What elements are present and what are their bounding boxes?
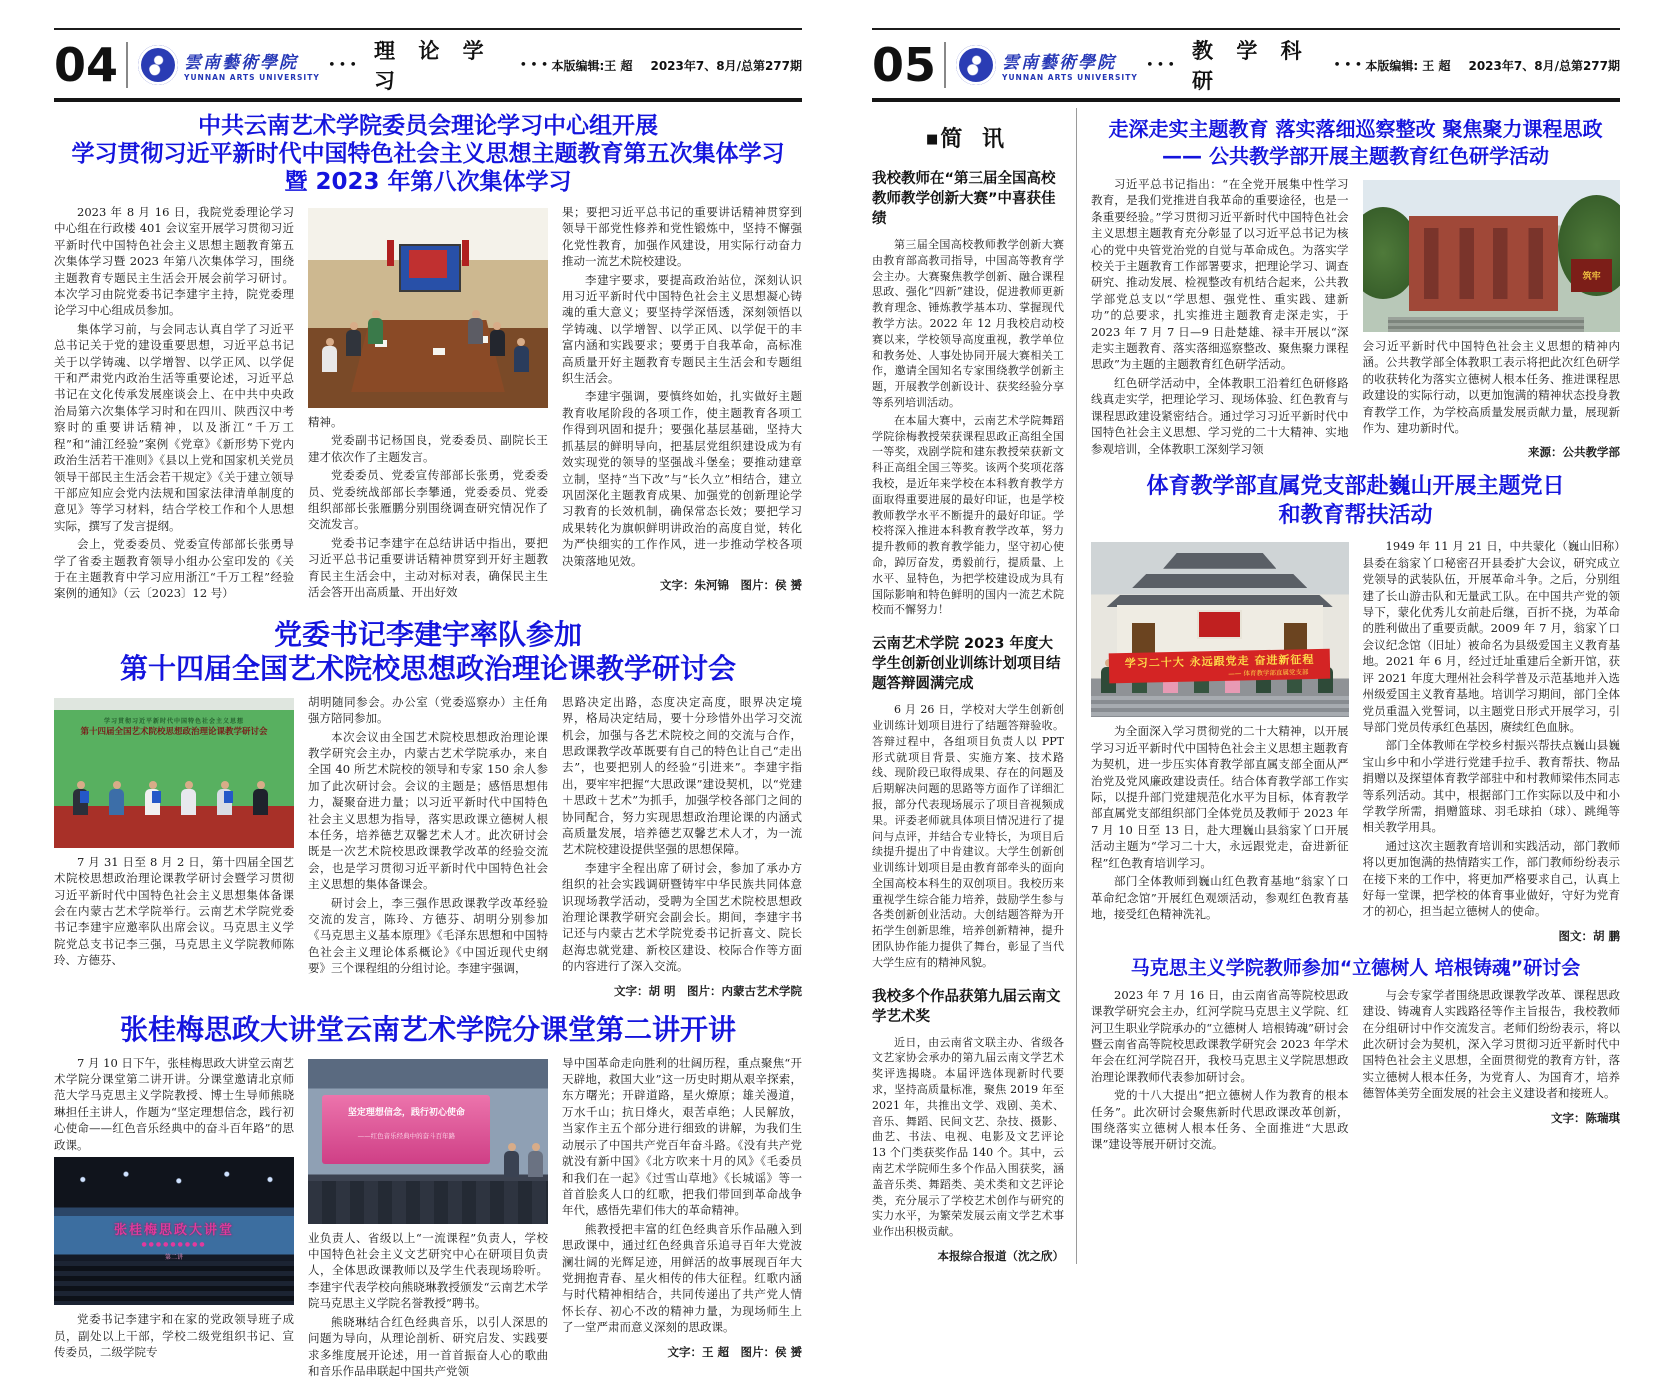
paragraph: 红色研学活动中，全体教职工沿着红色研修路线真走实学，把理论学习、现场体验、红色教育与课程思政建设紧密结合。通过学习习近平新时代中国特色社会主义思想、学习党的二十大精神、实地参观培训，全体教职工深刻学习领	[1091, 375, 1349, 456]
headline-line1: 体育教学部直属党支部赴巍山开展主题党日	[1146, 474, 1565, 500]
gate-roof	[1132, 574, 1307, 588]
headline-line2: 学习贯彻习近平新时代中国特色社会主义思想主题教育第五次集体学习	[71, 141, 785, 167]
brief-title: 云南艺术学院 2023 年度大学生创新创业训练计划项目结题答辩圆满完成	[872, 636, 1061, 693]
article-lecture	[54, 1013, 802, 1381]
screen-subtitle: 学习贯彻习近平新时代中国特色社会主义思想	[103, 717, 244, 725]
blue-folder	[224, 791, 233, 803]
masthead-05	[872, 30, 1620, 96]
page-05	[872, 28, 1620, 1264]
masthead-info	[551, 57, 802, 74]
headline-line2: —— 公共教学部开展主题教育红色研学活动	[1162, 144, 1549, 168]
brief-item	[872, 987, 1064, 1264]
paragraph: 近日，由云南省文联主办、省级各文艺家协会承办的第九届云南文学艺术奖评选揭晓。本届评选体现新时代要求，坚持高质量标准，聚焦 2019 年至 2021 年，共推出文学、戏剧、美术、音乐、舞蹈、民间文艺、杂技、摄影、曲艺、书法、电视、电影及文艺评论 13 个门类获奖作品 140 个。其中，云南艺术学院师生多个作品入围获奖，涵盖音乐类、舞蹈类、美术类和文艺评论类，充分展示了学校艺术创作与研究的实力水平，为繁荣发展云南文学艺术事业作出积极贡献。	[872, 1035, 1064, 1239]
paragraph: 2023 年 7 月 16 日，由云南省高等院校思政课教学研究会主办，红河学院马克思主义学院、红河卫生职业学院承办的“立德树人 培根铸魂”研讨会暨云南省高等院校思政课教学研究会 2023 年学术年会在红河学院召开，我校马克思主义学院思想政治理论课教师代表参加研讨会。	[1091, 987, 1349, 1084]
memorial-building	[1409, 216, 1558, 310]
paragraph: 6 月 26 日，学校对大学生创新创业训练计划项目进行了结题答辩验收。答辩过程中，各组项目负责人以 PPT 形式就项目背景、实施方案、技术路线、现阶段已取得成果、存在的问题及后期解决问题的思路等方面作了详细汇报，部分代表现场展示了项目音视频成果。评委老师就具体项目情况进行了提问与点评，并结合专业特长，为项目后续提升提出了中肯建议。大学生创新创业训练计划项目是由教育部牵头的面向全国高校本科生的双创项目。我校历来重视学生综合能力培养，鼓励学生参与各类创新创业活动。大创结题答辩为开拓学生创新思维，培养创新精神，提升团队协作能力提供了舞台，彰显了当代大学生应有的精神风貌。	[872, 703, 1064, 969]
paragraph: 研讨会上，李三强作思政课教学改革经验交流的发言，陈玲、方德芬、胡明分别参加《马克思主义基本原理》《毛泽东思想和中国特色社会主义理论体系概论》《中国近现代史纲要》三个课程组的分组讨论。李建宇强调，	[308, 895, 548, 976]
photo-award-of-letter	[308, 1059, 548, 1224]
r1-byline: 来源：公共教学部	[1528, 445, 1620, 460]
paragraph: 部门全体教师在学校乡村振兴帮扶点巍山县巍宝山乡中和小学进行党建手拉手、教育帮扶、物品捐赠以及探望体育教学部驻中和村教师梁伟杰同志等系列活动。其中，根据部门工作实际以及中和小学教学所需，捐赠篮球、羽毛球拍（球）、跳绳等相关教学用具。	[1362, 738, 1620, 835]
briefs-header	[872, 122, 1064, 153]
headline-line1: 走深走实主题教育 落实落细巡察整改 聚焦聚力课程思政	[1108, 117, 1603, 141]
brief-item	[872, 169, 1064, 618]
stage-screen-subtitle: 第二讲	[164, 1253, 183, 1261]
article3-col3	[562, 1055, 802, 1381]
logo-text	[184, 48, 320, 82]
paragraph: 为全面深入学习贯彻党的二十大精神，以开展学习习近平新时代中国特色社会主义思想主题教育为契机，进一步压实体育教学部直属支部全面从严治党及党风廉政建设责任。结合体育教学部工作实际，以提升部门党建规范化水平为目标，体育教学部直属党支部组织部门全体党员及教师于 2023 年 7 月 10 日至 13 日，赴大理巍山县翁家丫口开展活动主题为“学习二十大，永远跟党走，奋进新征程”红色教育培训学习。	[1091, 724, 1349, 870]
article3-col2	[308, 1055, 548, 1381]
paragraph-continuation: 精神。	[308, 415, 343, 429]
presenter	[528, 1143, 543, 1177]
gate-steps	[1091, 696, 1349, 717]
building-plaque: 筑牢	[1571, 259, 1612, 292]
dots-left: •••	[328, 57, 361, 73]
masthead-04	[54, 30, 802, 96]
blue-folder	[80, 791, 89, 803]
screen-text	[64, 716, 285, 737]
paragraph: 第三届全国高校教师教学创新大赛由教育部高教司指导，中国高等教育学会主办。大赛聚焦教学创新、融合课程思政、强化“四新”建设，促进教师更新教育理念、锤炼教学基本功、掌握现代教学方法。2022 年 12 月我校启动校赛以来，学校领导高度重视，教学单位和教务处、人事处协同开展大赛相关工作，邀请全国知名专家围绕教学创新主题，开展教学创新设计、获奖经验分享等系列培训活动。	[872, 238, 1064, 409]
slide-subtitle: ——红色音乐经典中的奋斗百年路	[357, 1132, 456, 1141]
dots-right: •••	[519, 57, 552, 73]
headline-line1: 中共云南艺术学院委员会理论学习中心组开展	[198, 113, 658, 139]
headline-line1: 党委书记李建宇率队参加	[273, 617, 582, 651]
logo-cn-text: 雲南藝術學院	[1002, 53, 1117, 73]
page-number: 05	[872, 38, 937, 92]
attendee	[468, 310, 483, 344]
r2-col1	[1091, 538, 1349, 943]
article1-byline: 文字：朱河锦 图片：侯 赟	[659, 577, 802, 592]
audience-rows	[54, 1261, 294, 1305]
audience-rows	[308, 1181, 548, 1224]
article2-byline: 文字：胡 明 图片：内蒙古艺术学院	[613, 983, 802, 998]
paper	[433, 348, 445, 355]
masthead-rule	[54, 98, 802, 102]
article1-headline	[54, 112, 802, 196]
article-weishan-party-day	[1091, 472, 1620, 943]
article-red-study-tour	[1091, 116, 1620, 460]
paragraph: 7 月 31 日至 8 月 2 日，第十四届全国艺术院校思想政治理论课教学研讨会暨学习贯彻习近平新时代中国特色社会主义思想集体备课会在内蒙古艺术学院举行。云南艺术学院党委书记李建宇应邀率队出席会议。马克思主义学院党总支书记李三强，马克思主义学院教师陈玲、方德芬、	[54, 854, 294, 968]
attendee	[368, 310, 383, 344]
paragraph: 党委委员、党委宣传部部长张勇，党委委员、党委统战部部长李攀通，党委委员、党委组织部部长张雁鹏分别围绕调查研究情况作了交流发言。	[308, 468, 548, 532]
r3-byline: 文字：陈瑞琪	[1551, 1110, 1620, 1125]
editor-credit: 本版编辑:王 超	[551, 58, 633, 73]
masthead-info	[1365, 57, 1620, 74]
participant	[181, 781, 196, 815]
brief-item	[872, 634, 1064, 971]
stage-screen-dots: ●●●●●●●●●	[141, 1241, 207, 1249]
university-logo-icon	[956, 45, 996, 85]
logo-cn-text: 雲南藝術學院	[184, 53, 299, 73]
university-logo-icon	[138, 45, 178, 85]
dots-right: •••	[1333, 57, 1366, 73]
paragraph: 1949 年 11 月 21 日，中共蒙化（巍山旧称）县委在翁家丫口秘密召开县委扩大会议，研究成立党领导的武装队伍，开展革命斗争。之后，分别组建了长山游击队和无量武工队。在中国共产党的领导下，蒙化优秀儿女前赴后继，百折不挠，为革命的胜利做出了重要贡献。2009 年 7 月，翁家丫口会议纪念馆（旧址）被命名为县级爱国主义教育基地。2021 年 6 月，经过迁址重建后全新开馆，获评 2021 年度大理州社会科学普及示范基地并入选州级爱国主义教育基地。培训学习期间，部门全体党员重温入党誓词，以主题党日形式开展学习，引导部门党员传承红色基因，赓续红色血脉。	[1362, 539, 1620, 734]
headline-line3: 暨 2023 年第八次集体学习	[284, 169, 572, 195]
dots-left: •••	[1146, 57, 1179, 73]
r3-col2	[1363, 987, 1621, 1155]
paragraph: 党的十八大提出“把立德树人作为教育的根本任务”。此次研讨会聚焦新时代思政课改革创新，围绕落实立德树人根本任务、全面推进“大思政课”建设等展开研讨交流。	[1091, 1088, 1349, 1152]
paragraph: 2023 年 8 月 16 日，我院党委理论学习中心组在行政楼 401 会议室开展学习贯彻习近平新时代中国特色社会主义思想主题教育第五次集体学习暨 2023 年第八次集体学习，围绕主题教育专题民主生活会开展会前学习研讨。本次学习由院党委书记李建宇主持，院党委理论学习中心组成员参加。	[54, 205, 294, 318]
photo-weishan-gate-group	[1091, 542, 1349, 717]
flag-left	[387, 240, 394, 266]
paragraph: 会上，党委委员、党委宣传部部长张勇导学了省委主题教育领导小组办公室印发的《关于在主题教育中学习应用浙江“千万工程”经验案例的通知》（云〔2023〕12 号）	[54, 537, 294, 601]
section-name: 理 论 学 习	[374, 39, 492, 93]
photo-red-education-base	[1363, 180, 1621, 332]
article1-col3	[562, 204, 802, 604]
paragraph-continuation: 导中国革命走向胜利的壮阔历程，重点聚焦“开天辟地，救国大业”这一历史时期从艰辛探索，东方曙光；开辟道路，星火燎原；雄关漫道，万水千山；抗日烽火，艰苦卓绝；人民解放，当家作主五个部分进行细致的讲解，为我们生动展示了中国共产党百年奋斗路。《没有共产党就没有新中国》《北方吹来十月的风》《毛委员和我们在一起》《过雪山草地》《长城谣》等一首首脍炙人口的红歌，把我们带回到革命战争年代，感悟先辈们伟大的革命精神。	[562, 1055, 802, 1218]
article3-byline: 文字：王 超 图片：侯 赟	[667, 1344, 802, 1359]
attendee	[514, 338, 529, 372]
paragraph-continuation: 思路决定出路，态度决定高度，眼界决定境界，格局决定结局，要十分珍惜外出学习交流机会，加强与各艺术院校之间的交流与合作，思政课教学改革既要有自己的特色让自己“走出去”，也要把别人的经验“引进来”。李建宇指出，要牢牢把握“大思政课”建设契机，以“党建＋思政＋艺术”为抓手，加强学校各部门之间的协同配合，努力实现思想政治理论课的内涵式高质量发展，培养德艺双馨艺术人才，为一流艺术院校建设提供坚强的思想保障。	[562, 694, 802, 857]
brief-title: 我校教师在“第三届全国高校教师教学创新大赛”中喜获佳绩	[872, 171, 1056, 227]
participant	[253, 781, 268, 815]
participant	[109, 781, 124, 815]
masthead-divider	[126, 42, 128, 88]
flag-right	[462, 240, 469, 266]
stage-lights	[54, 1166, 294, 1193]
paragraph: 李建宇要求，要提高政治站位，深刻认识用习近平新时代中国特色社会主义思想凝心铸魂的重大意义；要坚持学深悟透，深刻领悟以学铸魂、以学增智、以学正风、以学促干的丰富内涵和实践要求；要勇于自我革命，高标准高质量开好主题教育专题民主生活会和专题组织生活会。	[562, 272, 802, 386]
r2-col2	[1363, 538, 1621, 943]
paragraph-continuation: 会习近平新时代中国特色社会主义思想的精神内涵。公共教学部全体教职工表示将把此次红色研学的收获转化为落实立德树人根本任务、推进课程思政建设的实际行动，以更加饱满的精神状态投身教育教学工作，为学校高质量发展贡献力量，展现新作为、建功新时代。	[1362, 339, 1620, 436]
stage-screen-title: 张桂梅思政大讲堂	[113, 1223, 234, 1239]
slide-title: 坚定理想信念，践行初心使命	[347, 1107, 465, 1118]
photo-award-ceremony	[54, 698, 294, 848]
paragraph-continuation: 业负责人、省级以上“一流课程”负责人，学校中国特色社会主义文艺研究中心在研项目负责人，全体思政课教师以及学生代表现场聆听。李建宇代表学校向熊晓琳教授颁发“云南艺术学院马克思主义学院名誉教授”聘书。	[308, 1230, 548, 1311]
banner-subtext: —— 体育教学部直属党支部	[1228, 668, 1309, 679]
masthead-rule	[872, 98, 1620, 102]
gate-roof	[1163, 553, 1276, 569]
photo-lecture-hall	[54, 1157, 294, 1305]
article3-col1	[54, 1055, 294, 1381]
paragraph-continuation: 胡明随同参会。办公室（党委巡察办）主任角强方陪同参加。	[308, 694, 548, 726]
page-number: 04	[54, 38, 119, 92]
page-04	[54, 28, 802, 1381]
square-bullet-icon: ■	[926, 132, 941, 147]
r2-headline	[1091, 472, 1620, 530]
article-lideshuren-seminar	[1091, 956, 1620, 1155]
briefs-title: 简 讯	[940, 127, 1010, 152]
article-seminar	[54, 618, 802, 999]
building-steps	[1388, 317, 1584, 332]
brief-title: 我校多个作品获第九届云南文学艺术奖	[872, 988, 1061, 1025]
article-theory-study	[54, 112, 802, 604]
paragraph: 熊教授把丰富的红色经典音乐作品融入到思政课中，通过红色经典音乐追寻百年大党波澜壮阔的光辉足迹，用鲜活的故事展现百年大党拥抱青春、星火相传的伟大征程。红歌内涵与时代精神相结合，共同传递出了共产党人情怀长存、初心不改的精神力量，为现场师生上了一堂严肃而意义深刻的思政课。	[562, 1221, 802, 1335]
logo-text	[1002, 48, 1138, 82]
paragraph: 党委副书记杨国良，党委委员、副院长王建才依次作了主题发言。	[308, 433, 548, 464]
r1-col1	[1091, 176, 1349, 460]
section-title-wrap	[1146, 35, 1365, 95]
university-logo	[138, 45, 328, 85]
photo-leadership-meeting	[308, 208, 548, 408]
issue-info: 2023年7、8月/总第277期	[650, 58, 802, 73]
section-title-wrap	[328, 35, 551, 95]
paragraph: 李建宇全程出席了研讨会，参加了承办方组织的社会实践调研暨铸牢中华民族共同体意识现场教学活动，受聘为全国艺术院校思想政治理论课教学研究会副会长。期间，李建宇书记还与内蒙古艺术学院党委书记折喜文、院长赵海忠就党建、新校区建设、校际合作等方面的内容进行了深入交流。	[562, 860, 802, 974]
paragraph: 通过这次主题教育培训和实践活动，部门教师将以更加饱满的热情踏实工作，部门教师纷纷表示在接下来的工作中，将更加严格要求自己，认真上好每一堂课，把学校的体育事业做好，守好为党育才的初心，担当起立德树人的使命。	[1362, 838, 1620, 919]
r3-headline: 马克思主义学院教师参加“立德树人 培根铸魂”研讨会	[1130, 956, 1581, 979]
red-banner	[1109, 649, 1331, 683]
article2-headline	[54, 618, 802, 686]
banner-text: 学习二十大 永远跟党走 奋进新征程	[1124, 653, 1315, 671]
headline-line2: 第十四届全国艺术院校思想政治理论课教学研讨会	[119, 651, 736, 685]
article3-headline: 张桂梅思政大讲堂云南艺术学院分课堂第二讲开讲	[119, 1012, 736, 1046]
paragraph: 集体学习前，与会同志认真自学了习近平总书记关于党的建设重要思想，习近平总书记关于以学铸魂、以学增智、以学正风、以学促干和严肃党内政治生活等重要论述，习近平总书记在文化传承发展座谈会上、在中共中央政治局第六次集体学习时和在四川、陕西汉中考察时的重要讲话精神，以及浙江“千万工程”和“浦江经验”案例《党章》《新形势下党内政治生活若干准则》《县以上党和国家机关党员领导干部民主生活会若干规定》《关于建立领导干部应知应会党内法规和国家法律清单制度的意见》等学习材料，结合学校工作和个人思想实际，撰写了发言提纲。	[54, 321, 294, 533]
paragraph: 与会专家学者围绕思政课教学改革、课程思政建设、铸魂育人实践路径等作主旨报告，我校教师在分组研讨中作交流发言。老师们纷纷表示，将以此次研讨会为契机，深入学习贯彻习近平新时代中国特色社会主义思想，全面贯彻党的教育方针，落实立德树人根本任务，为党育人、为国育才，培养德智体美劳全面发展的社会主义建设者和接班人。	[1362, 987, 1620, 1101]
attendee	[322, 338, 337, 372]
paragraph-continuation: 果；要把习近平总书记的重要讲话精神贯穿到领导干部党性修养和党性锻炼中，坚持不懈强化党性教育，加强作风建设，用实际行动奋力推动一流艺术院校建设。	[562, 205, 802, 269]
logo-en-text: YUNNAN ARTS UNIVERSITY	[1002, 73, 1138, 82]
issue-info: 2023年7、8月/总第277期	[1468, 58, 1620, 73]
red-slide	[409, 250, 447, 278]
speaker	[504, 1143, 519, 1177]
article2-col1	[54, 694, 294, 999]
paragraph: 部门全体教师到巍山红色教育基地“翁家丫口革命纪念馆”开展红色观颂活动，参观红色教育基地，接受红色精神洗礼。	[1091, 874, 1349, 921]
attendee	[346, 322, 361, 356]
university-logo	[956, 45, 1146, 85]
brief-byline: 本报综合报道（沈之欣）	[937, 1249, 1064, 1264]
article1-col2	[308, 204, 548, 604]
article2-col2	[308, 694, 548, 999]
r2-byline: 图文：胡 鹏	[1558, 928, 1620, 943]
paragraph: 党委书记李建宇和在家的党政领导班子成员，副处以上干部，学校二级党组织书记、宣传委员，二级学院专	[54, 1312, 294, 1359]
editor-credit: 本版编辑: 王 超	[1365, 58, 1451, 73]
blue-folder	[152, 791, 161, 803]
headline-line2: 和教育帮扶活动	[1278, 503, 1433, 529]
logo-en-text: YUNNAN ARTS UNIVERSITY	[184, 73, 320, 82]
section-name: 教 学 科 研	[1192, 39, 1310, 93]
article1-col1	[54, 204, 294, 604]
masthead-divider	[944, 42, 946, 88]
paragraph: 习近平总书记指出：“在全党开展集中性学习教育，是我们党推进自我革命的重要途径，也是一条重要经验。”学习贯彻习近平新时代中国特色社会主义思想主题教育充分彰显了以习近平总书记为核心的党中央管党治党的自觉与革命成色。为落实学校关于主题教育工作部署要求，把理论学习、调查研究、推动发展、检视整改有机结合起来，公共教学部党总支以“学思想、强党性、重实践、建新功”的总要求，扎实推进主题教育走深走实，于 2023 年 7 月 7 日—9 日赴楚雄、禄丰开展以“深走实主题教育、落实落细巡察整改、聚焦聚力课程思政”为主题的主题教育红色研学活动。	[1091, 177, 1349, 372]
r1-headline	[1091, 116, 1620, 170]
paragraph: 本次会议由全国艺术院校思想政治理论课教学研究会主办，内蒙古艺术学院承办，来自全国 40 所艺术院校的领导和专家 150 余人参加了此次研讨会。会议的主题是；感悟思想伟力，凝聚奋进力量；以习近平新时代中国特色社会主义思想为指导，落实思政课立德树人根本任务，培养德艺双馨艺术人才。此次研讨会既是一次艺术院校思政课教学改革的经验交流会，也是学习贯彻习近平新时代中国特色社会主义思想的集体备课会。	[308, 729, 548, 892]
paragraph: 党委书记李建宇在总结讲话中指出，要把习近平总书记重要讲话精神贯穿到开好主题教育民主生活会中，主动对标对表，确保民主生活会答开出高质量、开出好效	[308, 535, 548, 600]
paragraph: 在本届大赛中，云南艺术学院舞蹈学院徐梅教授荣获课程思政正高组全国一等奖，戏剧学院和建东教授荣获新文科正高组全国三等奖。该两个奖项花落我校，是近年来学校在本科教育教学方面取得重要进展的最好印证，也是学校教师教学水平不断提升的最好印证。学校将深入推进本科教育教学改革，努力提升教师的教育教学能力，坚守初心使命，踔厉奋发，勇毅前行，提质量、上水平、显特色，为把学校建设成为具有国际影响和特色鲜明的国内一流艺术院校而不懈努力！	[872, 413, 1064, 617]
attendee	[490, 322, 505, 356]
party-flag	[1199, 612, 1240, 637]
briefs-column	[872, 108, 1077, 1264]
r3-col1	[1091, 987, 1349, 1155]
r1-col2	[1363, 176, 1621, 460]
paragraph: 熊晓琳结合红色经典音乐，以引人深思的问题为导向，从理论剖析、研究启发、实践要求多维度展开论述，用一首首振奋人心的歌曲和音乐作品串联起中国共产党领	[308, 1314, 548, 1378]
screen-title: 第十四届全国艺术院校思想政治理论课教学研讨会	[80, 726, 268, 737]
paragraph: 7 月 10 日下午，张桂梅思政大讲堂云南艺术学院分课堂第二讲开讲。分课堂邀请北京师范大学马克思主义学院教授、博士生导师熊晓琳担任主讲人，作题为“坚定理想信念，践行初心使命——红色音乐经典中的奋斗百年路”的思政课。	[54, 1055, 294, 1152]
paragraph: 李建宇强调，要慎终如始，扎实做好主题教育收尾阶段的各项工作，使主题教育各项工作得到巩固和提升；要强化基层基础，坚持大抓基层的鲜明导向，把基层党组织建设成为有效实现党的领导的坚强战斗堡垒；要推动建章立制，坚持“当下改”与“长久立”相结合，建立巩固深化主题教育成果、加强党的创新理论学习教育的长效机制，确保常态长效；要把学习成果转化为旗帜鲜明讲政治的高度自觉，转化为严快细实的工作作风，进一步推动学校各项决策落地见效。	[562, 389, 802, 568]
article2-col3	[562, 694, 802, 999]
page05-main-column	[1077, 108, 1620, 1264]
